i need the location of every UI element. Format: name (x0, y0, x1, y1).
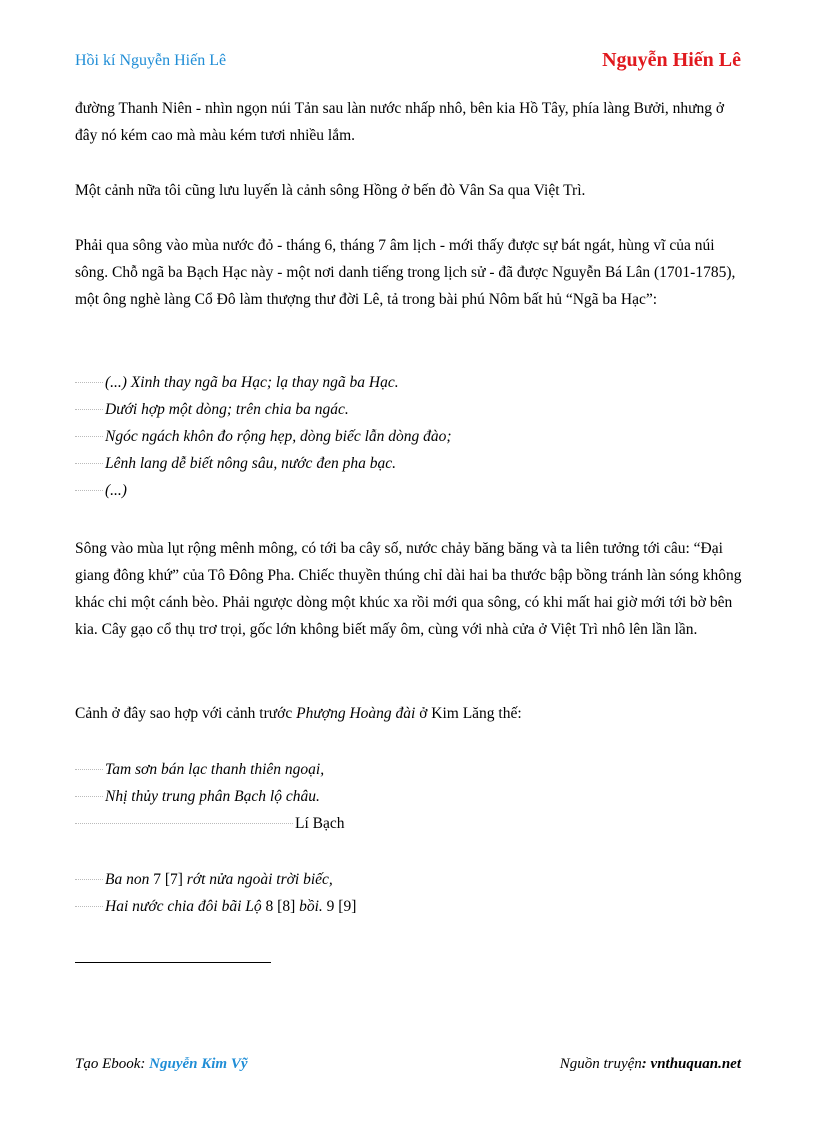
poem-nga-ba-hac (75, 369, 452, 504)
footnote-separator (75, 962, 271, 963)
header-author: Nguyễn Hiến Lê (602, 49, 741, 71)
paragraph-flood-season: Sông vào mùa lụt rộng mênh mông, có tới ba cây số, nước chảy băng băng và ta liên tưởng tới câu: “Đại giang đông khứ” của Tô Đông Pha. Chiếc thuyền thúng chỉ dài hai ba thước bập bồng tránh làn sóng không khác chi một cánh bèo. Phải ngược dòng một khúc xa rồi mới qua sông, có khi mất hai giờ mới tới bờ bên kia. Cây gạo cổ thụ trơ trọi, gốc lớn không biết mấy ôm, cùng với nhà cửa ở Việt Trì nhô lên lần lần. (75, 540, 742, 638)
poem-line (75, 396, 452, 423)
poem-line-text: (...) Xinh thay ngã ba Hạc; lạ thay ngã ba Hạc. (105, 374, 399, 391)
poem-line (75, 477, 452, 504)
poem-line-text: Tam sơn bán lạc thanh thiên ngoại, (105, 761, 325, 778)
leader-dots (75, 822, 293, 824)
leader-dots (75, 489, 103, 491)
poem-line (75, 369, 452, 396)
poem-line (75, 866, 356, 893)
poem-text: bồi. (299, 898, 323, 915)
poem-line (75, 893, 356, 920)
leader-dots (75, 435, 103, 437)
poem-line (75, 423, 452, 450)
poem-line (75, 783, 345, 810)
phoenix-text-before: Cảnh ở đây sao hợp với cảnh trước (75, 705, 297, 722)
poem-line (75, 450, 452, 477)
leader-dots (75, 905, 103, 907)
header-book-title: Hồi kí Nguyễn Hiến Lê (75, 52, 227, 69)
poem-li-bai (75, 756, 345, 837)
footnote-ref-7[interactable]: 7 [7] (153, 871, 183, 888)
poem-line-text: Nhị thủy trung phân Bạch lộ châu. (105, 788, 320, 805)
footer-ebook-name: Nguyễn Kim Vỹ (149, 1056, 248, 1072)
paragraph-continuation: đường Thanh Niên - nhìn ngọn núi Tản sau làn nước nhấp nhô, bên kia Hồ Tây, phía làng Bưởi, nhưng ở đây nó kém cao mà màu kém tươi nhiều lắm. (75, 100, 725, 144)
paragraph-red-river: Một cảnh nữa tôi cũng lưu luyến là cảnh sông Hồng ở bến đò Vân Sa qua Việt Trì. (75, 182, 586, 199)
poem-translation (75, 866, 356, 920)
poem-line-text: Lênh lang dễ biết nông sâu, nước đen pha bạc. (105, 455, 396, 472)
poem-attribution-line (75, 810, 345, 837)
footer-source: Nguồn truyện: vnthuquan.net (559, 1056, 741, 1072)
leader-dots (75, 768, 103, 770)
leader-dots (75, 878, 103, 880)
footnote-ref-9[interactable]: 9 [9] (326, 898, 357, 915)
poem-attribution: Lí Bạch (295, 815, 345, 832)
poem-text: Hai nước chia đôi bãi Lộ (105, 898, 262, 915)
leader-dots (75, 381, 103, 383)
leader-dots (75, 795, 103, 797)
footnote-ref-8[interactable]: 8 [8] (265, 898, 296, 915)
phoenix-text-after: ở Kim Lăng thế: (415, 705, 522, 722)
poem-line (75, 756, 345, 783)
footer-ebook-credit: Tạo Ebook: Nguyễn Kim Vỹ (75, 1056, 248, 1072)
paragraph-phoenix-tower (75, 700, 745, 727)
poem-line-text: Ngóc ngách khôn đo rộng hẹp, dòng biếc lẫn dòng đào; (105, 428, 452, 445)
leader-dots (75, 408, 103, 410)
poem-line-text: Dưới hợp một dòng; trên chia ba ngác. (105, 401, 349, 418)
footer-ebook-label: Tạo Ebook (75, 1056, 141, 1072)
footer-source-label: Nguồn truyện (559, 1056, 642, 1072)
paragraph-bach-hac: Phải qua sông vào mùa nước đỏ - tháng 6, tháng 7 âm lịch - mới thấy được sự bát ngát, hùng vĩ của núi sông. Chỗ ngã ba Bạch Hạc này - một nơi danh tiếng trong lịch sử - đã được Nguyễn Bá Lân (1701-1785), một ông nghè làng Cổ Đô làm thượng thư đời Lê, tả trong bài phú Nôm bất hủ “Ngã ba Hạc”: (75, 237, 736, 308)
phoenix-title: Phượng Hoàng đài (296, 705, 416, 722)
poem-text: rớt nửa ngoài trời biếc, (186, 871, 333, 888)
poem-text: Ba non (105, 871, 150, 888)
leader-dots (75, 462, 103, 464)
poem-line-text: (...) (105, 482, 127, 499)
footer-source-link[interactable]: vnthuquan.net (650, 1056, 741, 1072)
